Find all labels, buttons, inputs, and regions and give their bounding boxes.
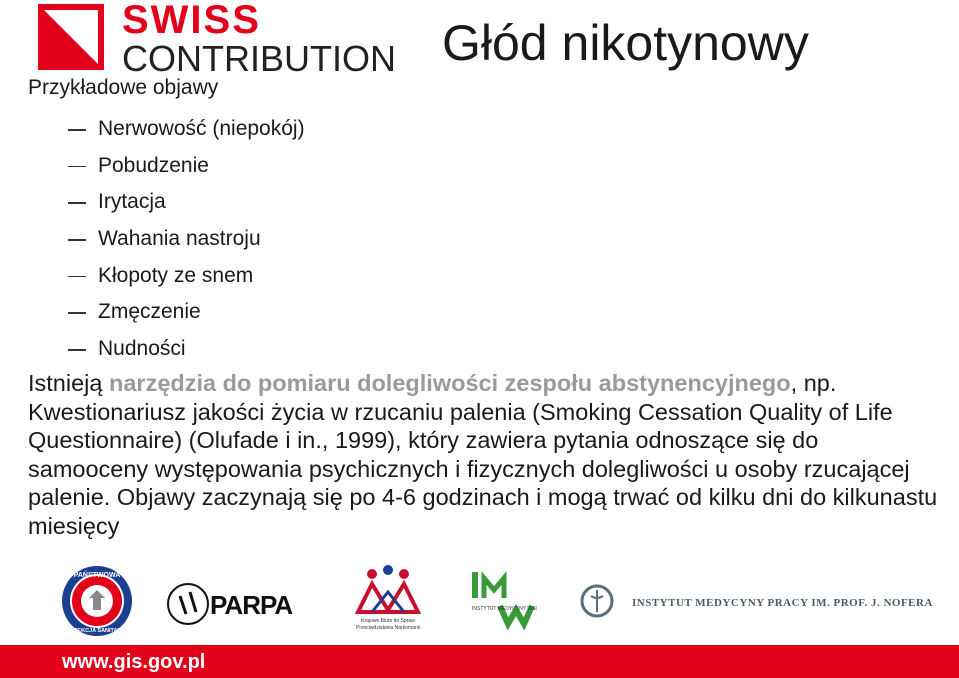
pis-bottom-label: INSPEKCJA SANITARNA (64, 628, 130, 634)
symptoms-list (68, 114, 305, 371)
parpa-logo (168, 584, 293, 624)
dash-bullet-icon (68, 129, 86, 131)
page-title: Głód nikotynowy (442, 15, 809, 71)
symptom-label: Nerwowość (niepokój) (98, 117, 305, 140)
kbpn-line1: Krajowe Biuro do Spraw (361, 618, 415, 624)
pis-seal-logo (62, 566, 132, 636)
paragraph-intro: Istnieją (28, 370, 109, 396)
logo-line1: SWISS (122, 0, 261, 42)
paragraph-highlight: narzędzia do pomiaru dolegliwości zespołu abstynencyjnego (109, 370, 791, 396)
dash-bullet-icon (68, 239, 86, 241)
parpa-label: PARPA (210, 590, 293, 620)
list-item (68, 261, 305, 298)
list-item (68, 114, 305, 151)
imw-label: INSTYTUT MEDYCYNY WSI (472, 606, 537, 612)
pis-top-label: PAŃSTWOWA (73, 572, 121, 579)
dash-bullet-icon (68, 312, 86, 314)
symptom-label: Nudności (98, 337, 186, 361)
list-item (68, 187, 305, 224)
symptom-label: Zmęczenie (98, 300, 201, 324)
section-subtitle: Przykładowe objawy (28, 76, 219, 99)
dash-bullet-icon (68, 166, 86, 168)
symptom-label: Wahania nastroju (98, 227, 261, 251)
nofer-logo (582, 586, 933, 616)
dash-bullet-icon (68, 276, 86, 278)
imw-logo (472, 572, 537, 624)
list-item (68, 297, 305, 334)
footer-url-link[interactable]: www.gis.gov.pl (62, 651, 206, 673)
dash-bullet-icon (68, 202, 86, 204)
paragraph-rest: , np. Kwestionariusz jakości życia w rzucaniu palenia (Smoking Cessation Quality of Life Questionnaire) (Olufade i in., 1999), który zawiera pytania odnoszące się do samooceny występowania psychicznych i fizycznych dolegliwości u osoby rzucającej palenie. Objawy zaczynają się po 4-6 godzinach i mogą trwać od kilku dni do kilkunastu miesięcy (28, 370, 938, 539)
logo-line2: CONTRIBUTION (122, 38, 396, 79)
list-item (68, 151, 305, 188)
list-item (68, 334, 305, 371)
swiss-contribution-logo (38, 0, 396, 79)
body-paragraph (28, 369, 938, 540)
nofer-label: INSTYTUT MEDYCYNY PRACY IM. PROF. J. NOFERA (632, 597, 933, 609)
list-item (68, 224, 305, 261)
symptom-label: Pobudzenie (98, 153, 209, 177)
kbpn-logo (356, 565, 420, 631)
partner-logos (0, 562, 959, 640)
symptom-label: Kłopoty ze snem (98, 263, 254, 287)
dash-bullet-icon (68, 349, 86, 351)
kbpn-line2: Przeciwdziałania Narkomanii (356, 625, 420, 631)
swiss-flag-icon (38, 4, 104, 70)
footer-bar (0, 645, 959, 678)
symptom-label: Irytacja (98, 190, 166, 214)
